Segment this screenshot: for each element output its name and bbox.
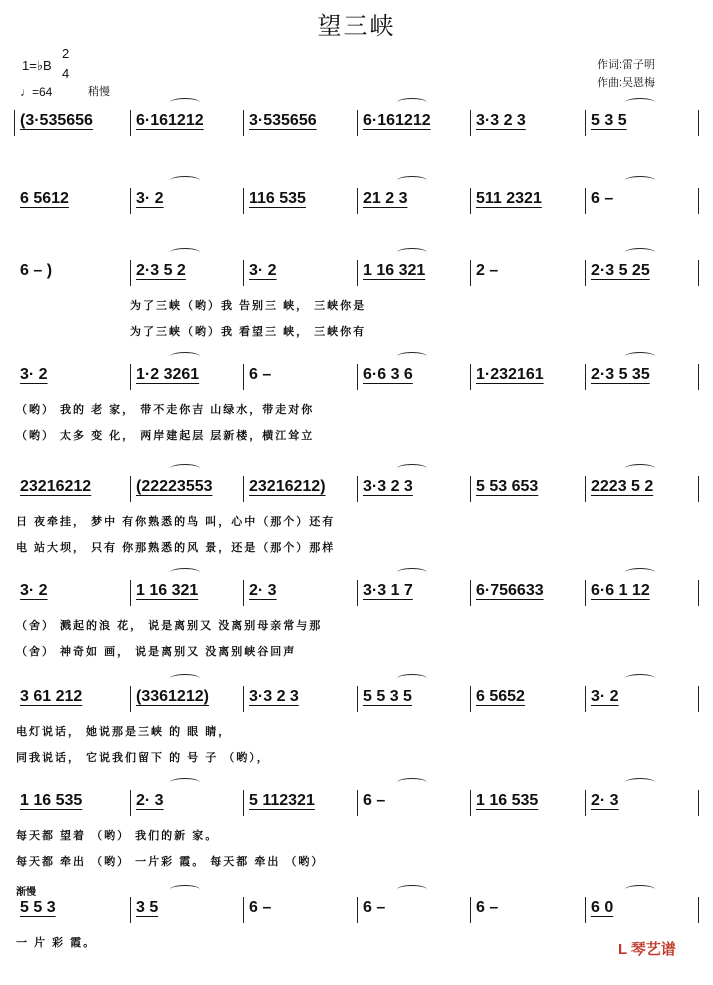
measure: 3·3 1 7	[363, 582, 413, 599]
slur-mark	[170, 248, 200, 257]
measure: 2 –	[476, 262, 499, 279]
bar-line	[470, 188, 471, 214]
slur-mark	[170, 352, 200, 361]
slur-mark	[397, 248, 427, 257]
bar-line	[130, 897, 131, 923]
bar-line	[698, 364, 699, 390]
measure: 3 5	[136, 899, 159, 916]
measure: 5 5 3 5	[363, 688, 412, 705]
slur-mark	[170, 464, 200, 473]
measure: 3 61 212	[20, 688, 83, 705]
measure: 1·232161	[476, 366, 544, 383]
bar-line	[585, 364, 586, 390]
slur-mark	[397, 98, 427, 107]
measure: 6·6 1 12	[591, 582, 650, 599]
bar-line	[243, 364, 244, 390]
measure: 6 –	[363, 899, 386, 916]
bar-line	[470, 790, 471, 816]
measure: 3·3 2 3	[249, 688, 299, 705]
measure: 23216212)	[249, 478, 326, 495]
measure: 3·535656	[249, 112, 317, 129]
bar-line	[14, 110, 15, 136]
measure: 2·3 5 35	[591, 366, 650, 383]
bar-line	[243, 686, 244, 712]
bar-line	[585, 790, 586, 816]
score-system	[0, 258, 713, 348]
page-title: 望三峡	[317, 13, 396, 40]
measure: 5 5 3	[20, 899, 56, 916]
measure: 6 5652	[476, 688, 525, 705]
measure: 6·6 3 6	[363, 366, 413, 383]
bar-line	[698, 260, 699, 286]
measure: 3·3 2 3	[363, 478, 413, 495]
tempo-word: 稍慢	[88, 86, 110, 98]
bar-line	[470, 897, 471, 923]
bar-line	[243, 260, 244, 286]
bar-line	[243, 476, 244, 502]
lyric-line: 为了三峡（哟）我 看望三 峡， 三峡你有	[130, 326, 367, 338]
bar-line	[585, 260, 586, 286]
measure: (3·535656	[20, 112, 93, 129]
lyric-line: 为了三峡（哟）我 告别三 峡， 三峡你是	[130, 300, 367, 312]
score-system	[0, 578, 713, 668]
watermark-logo	[618, 938, 676, 959]
measure: (3361212)	[136, 688, 209, 705]
bar-line	[130, 110, 131, 136]
measure: 6 –	[363, 792, 386, 809]
measure: 6 –	[249, 366, 272, 383]
score-system	[0, 684, 713, 774]
measure: 6 –	[249, 899, 272, 916]
measure: 5 53 653	[476, 478, 539, 495]
slur-mark	[397, 885, 427, 894]
bar-line	[130, 364, 131, 390]
bar-line	[698, 580, 699, 606]
time-signature-bottom: 4	[62, 66, 70, 81]
measure: 1 16 321	[363, 262, 426, 279]
measure: 1 16 535	[20, 792, 83, 809]
bar-line	[470, 580, 471, 606]
bar-line	[130, 188, 131, 214]
slur-mark	[625, 885, 655, 894]
time-signature-top: 2	[62, 46, 70, 61]
measure: 3· 2	[249, 262, 277, 279]
slur-mark	[625, 778, 655, 787]
measure: 2· 3	[249, 582, 277, 599]
logo-brand: 琴艺谱	[630, 941, 676, 958]
bar-line	[698, 110, 699, 136]
slur-mark	[170, 778, 200, 787]
lyric-line: 每天都 望着 （哟） 我们的新 家。	[16, 830, 219, 842]
bar-line	[357, 188, 358, 214]
slur-mark	[625, 98, 655, 107]
slur-mark	[397, 352, 427, 361]
measure: 6·161212	[363, 112, 431, 129]
measure: 3·3 2 3	[476, 112, 526, 129]
measure: (22223553	[136, 478, 213, 495]
bar-line	[357, 110, 358, 136]
slur-mark	[397, 568, 427, 577]
measure: 6 0	[591, 899, 614, 916]
slur-mark	[397, 176, 427, 185]
slur-mark	[170, 98, 200, 107]
bar-line	[357, 260, 358, 286]
slur-mark	[397, 464, 427, 473]
bar-line	[130, 686, 131, 712]
bar-line	[357, 897, 358, 923]
measure: 6 5612	[20, 190, 69, 207]
slur-mark	[625, 248, 655, 257]
measure: 5 3 5	[591, 112, 627, 129]
lyric-line: 电 站大坝， 只有 你那熟悉的风 景，还是（那个）那样	[16, 542, 336, 554]
measure: 2·3 5 25	[591, 262, 650, 279]
bar-line	[470, 260, 471, 286]
bar-line	[470, 476, 471, 502]
score-system	[0, 108, 713, 198]
bar-line	[698, 686, 699, 712]
measure: 1 16 321	[136, 582, 199, 599]
lyric-line: 日 夜牵挂， 梦中 有你熟悉的鸟 叫，心中（那个）还有	[16, 516, 336, 528]
bar-line	[357, 686, 358, 712]
bar-line	[585, 686, 586, 712]
bar-line	[585, 110, 586, 136]
slur-mark	[625, 352, 655, 361]
bar-line	[470, 364, 471, 390]
score-system	[0, 887, 713, 985]
tempo-marking: ♩=64	[20, 85, 53, 99]
bar-line	[585, 580, 586, 606]
measure: 23216212	[20, 478, 92, 495]
slur-mark	[625, 464, 655, 473]
bar-line	[357, 364, 358, 390]
lyric-line: 同我说话， 它说我们留下 的 号 子 （哟），	[16, 752, 270, 764]
measure: 116 535	[249, 190, 306, 207]
slur-mark	[397, 778, 427, 787]
bar-line	[243, 110, 244, 136]
bar-line	[243, 188, 244, 214]
bar-line	[698, 188, 699, 214]
score-system	[0, 788, 713, 878]
bar-line	[243, 580, 244, 606]
measure: 1 16 535	[476, 792, 539, 809]
bar-line	[585, 188, 586, 214]
slur-mark	[397, 674, 427, 683]
lyric-line: 每天都 牵出 （哟） 一片彩 霞。 每天都 牵出 （哟）	[16, 856, 325, 868]
bar-line	[470, 110, 471, 136]
lyricist: 作词:雷子明	[597, 59, 656, 71]
measure: 3· 2	[136, 190, 164, 207]
measure: 5 112321	[249, 792, 315, 809]
bar-line	[698, 790, 699, 816]
measure: 6·161212	[136, 112, 204, 129]
slur-mark	[170, 176, 200, 185]
measure: 2·3 5 2	[136, 262, 186, 279]
bar-line	[243, 897, 244, 923]
measure: 6 –	[476, 899, 499, 916]
credits	[597, 56, 655, 92]
bar-line	[357, 476, 358, 502]
score-system	[0, 474, 713, 564]
measure: 3· 2	[20, 582, 48, 599]
lyric-line: （舍） 神奇如 画， 说是离别又 没离别峡谷回声	[16, 646, 297, 658]
bar-line	[130, 580, 131, 606]
bar-line	[130, 476, 131, 502]
measure: 511 2321	[476, 190, 542, 207]
measure: 2· 3	[136, 792, 164, 809]
lyric-line: 电灯说话， 她说那是三峡 的 眼 睛，	[16, 726, 232, 738]
bar-line	[130, 260, 131, 286]
measure: 6·756633	[476, 582, 544, 599]
measure: 3· 2	[20, 366, 48, 383]
slur-mark	[170, 885, 200, 894]
bar-line	[698, 897, 699, 923]
score-system	[0, 362, 713, 452]
slur-mark	[625, 568, 655, 577]
bar-line	[585, 897, 586, 923]
composer: 作曲:吴恩梅	[597, 77, 656, 89]
bar-line	[698, 476, 699, 502]
bar-line	[357, 580, 358, 606]
lyric-line: （哟） 太多 变 化， 两岸建起层 层新楼，横江耸立	[16, 430, 315, 442]
measure: 6 –	[591, 190, 614, 207]
measure: 2· 3	[591, 792, 619, 809]
measure: 3· 2	[591, 688, 619, 705]
bar-line	[585, 476, 586, 502]
measure: 21 2 3	[363, 190, 408, 207]
lyric-line: （哟） 我的 老 家， 带不走你吉 山绿水，带走对你	[16, 404, 315, 416]
bar-line	[243, 790, 244, 816]
bar-line	[357, 790, 358, 816]
measure: 1·2 3261	[136, 366, 200, 383]
lyric-line: 一 片 彩 霞。	[16, 937, 97, 949]
key-signature: 1=♭B	[22, 58, 52, 73]
slur-mark	[170, 568, 200, 577]
bar-line	[470, 686, 471, 712]
lyric-line: （舍） 溅起的浪 花， 说是离别又 没离别母亲常与那	[16, 620, 323, 632]
slur-mark	[170, 674, 200, 683]
logo-mark-icon: L	[618, 941, 628, 958]
slur-mark	[625, 176, 655, 185]
measure: 6 – )	[20, 262, 53, 279]
measure: 2223 5 2	[591, 478, 654, 495]
tempo-change-marking: 渐慢	[16, 887, 36, 898]
slur-mark	[625, 674, 655, 683]
bar-line	[130, 790, 131, 816]
